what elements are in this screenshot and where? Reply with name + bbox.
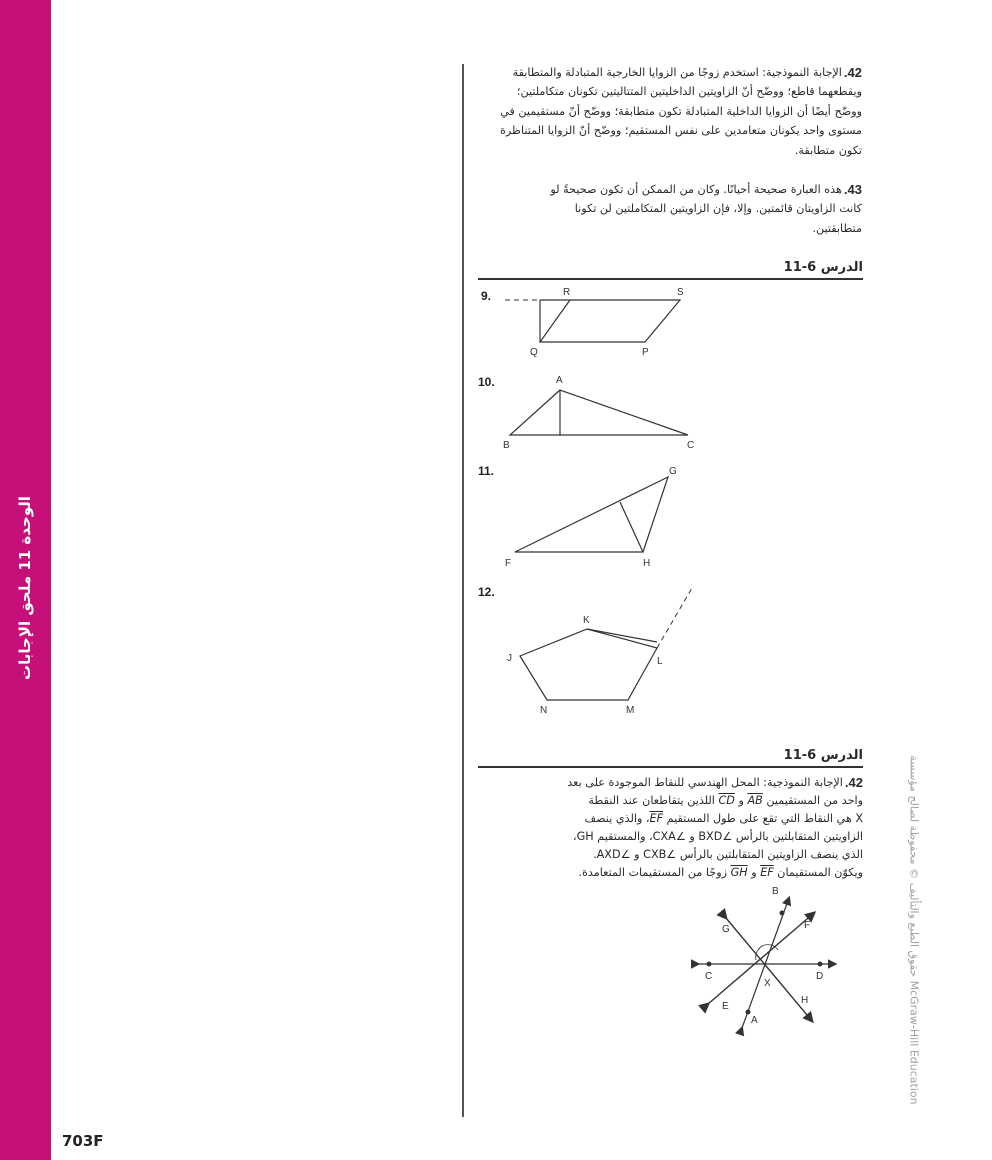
exercise-number: 11.: [478, 464, 495, 478]
answer-number: 42.: [843, 65, 862, 80]
page-number: 703F: [62, 1132, 104, 1150]
point-label: N: [540, 705, 548, 716]
point-label: P: [642, 347, 649, 358]
point-label: B: [772, 886, 779, 897]
answer-text: الإجابة النموذجية: استخدم زوجًا من الزوايا الخارجية المتبادلة والمتطابقة ويقطعهما قاطع؛ ووضّح أنّ الزاويتين الداخليتين المتتاليتين تكونان متكاملتين؛ ووضّح أيضًا أن الزوايا الداخلية المتبادلة تكون متطابقة؛ ووضّح أنّ مستقيمين في مستوى واحد يكونان متعامدين على نفس المستقيم؛ ووضّح أنّ الزوايا المتناظرة تكون متطابقة.: [500, 66, 862, 157]
answer-line: ويكوّن المستقيمان EF و GH زوجًا من المستقيمات المتعامدة.: [578, 866, 863, 879]
point-label: C: [687, 440, 695, 451]
answer-42-lesson2: [478, 774, 863, 882]
point-label: E: [722, 1001, 729, 1012]
point-label: A: [556, 375, 563, 386]
answer-number: 42.: [844, 775, 863, 790]
exercise-12-figure: [495, 583, 705, 718]
answer-number: 43.: [843, 182, 862, 197]
point-label: K: [583, 615, 590, 626]
point-label: R: [563, 287, 571, 298]
answer-line: الإجابة النموذجية: المحل الهندسي للنقاط الموجودة على بعد: [567, 776, 843, 789]
lesson-header: [478, 748, 863, 768]
answer-line: واحد من المستقيمين AB و CD اللذين يتقاطعان عند النقطة: [588, 794, 863, 807]
point-label: F: [505, 558, 512, 569]
point-label: L: [657, 656, 663, 667]
exercise-number: 10.: [478, 375, 495, 389]
answer-text: هذه العبارة صحيحة أحيانًا. وكان من الممكن أن تكون صحيحةً لو كانت الزاويتان قائمتين. وإلا، فإن الزاويتين المتكاملتين لن تكونا متطابقتين.: [550, 183, 862, 235]
bisectors-figure: [690, 868, 860, 1038]
answer-line: الذي ينصف الزاويتين المتقابلتين بالرأس ∠CXB و ∠AXD.: [593, 848, 863, 861]
chapter-title: الوحدة 11 ملحق الإجابات: [16, 496, 34, 680]
point-label: S: [677, 287, 684, 298]
point-label: F: [804, 920, 811, 931]
point-label: G: [722, 924, 730, 935]
point-label: D: [816, 971, 824, 982]
lesson-header: [478, 260, 863, 280]
point-label: A: [751, 1015, 758, 1026]
column-divider: [462, 64, 464, 1117]
point-label: G: [669, 466, 677, 477]
exercise-number: 9.: [481, 289, 492, 303]
answer-43: [530, 180, 862, 238]
lesson-title: الدرس 6-11: [783, 260, 863, 275]
point-label: M: [626, 705, 635, 716]
exercise-11-figure: [495, 460, 695, 572]
exercise-number: 12.: [478, 585, 495, 599]
answer-42: [499, 63, 862, 160]
point-label: X: [764, 978, 771, 989]
point-label: J: [507, 653, 512, 664]
exercise-9-figure: [495, 282, 700, 362]
point-label: H: [801, 995, 809, 1006]
point-label: H: [643, 558, 651, 569]
lesson-title: الدرس 6-11: [783, 748, 863, 763]
point-label: C: [705, 971, 713, 982]
exercise-10-figure: [495, 368, 705, 453]
sidebar-band: [0, 0, 51, 1160]
copyright-notice: حقوق الطبع والتأليف © محفوظة لصالح مؤسسة McGraw-Hill Education: [907, 755, 921, 1105]
answer-line: X هي النقاط التي تقع على طول المستقيم EF، والذي ينصف: [584, 812, 863, 825]
point-label: Q: [530, 347, 538, 358]
point-label: B: [503, 440, 510, 451]
answer-line: الزاويتين المتقابلتين بالرأس ∠BXD و ∠CXA، والمستقيم GH،: [573, 830, 863, 843]
